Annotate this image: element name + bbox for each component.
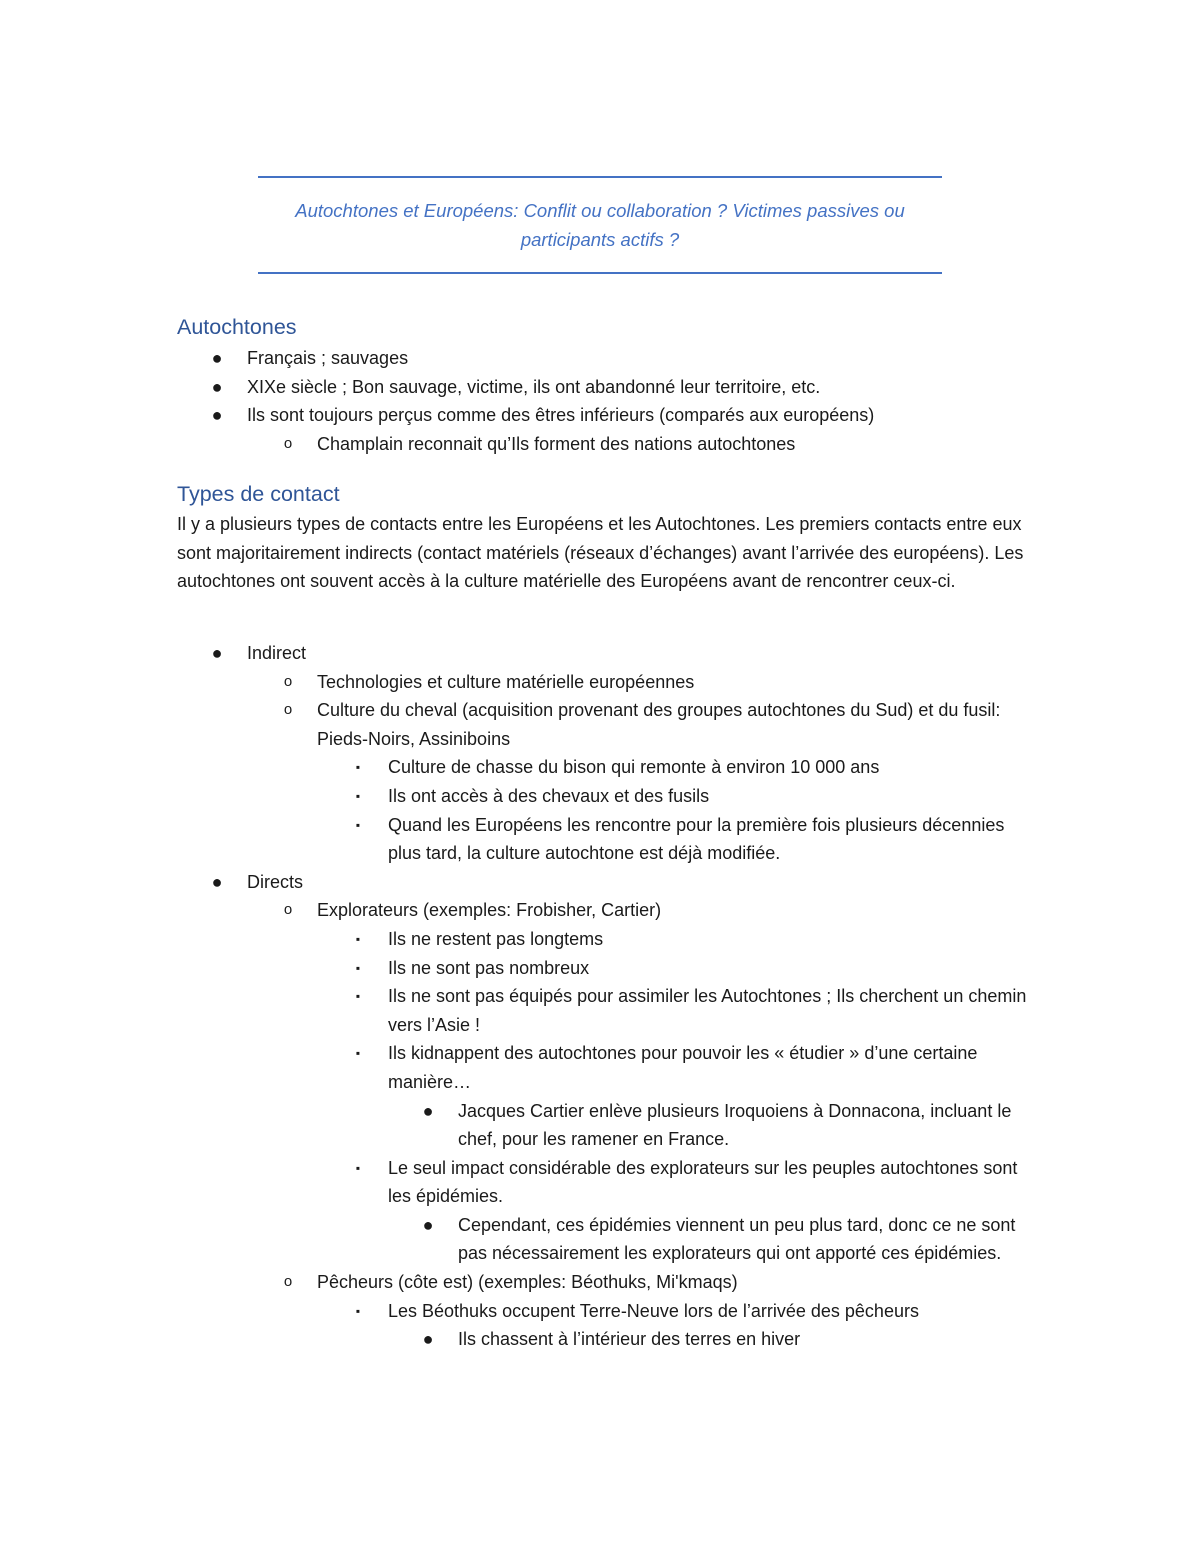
circle-bullet-icon: o <box>283 1273 293 1291</box>
list-item: ● Ils sont toujours perçus comme des êtres inférieurs (comparés aux européens) <box>0 401 1200 430</box>
heading-autochtones: Autochtones <box>177 315 297 339</box>
square-bullet-icon: ▪ <box>355 960 361 975</box>
bullet-icon: ● <box>422 1329 434 1350</box>
list-item: ● Ils chassent à l’intérieur des terres en hiver <box>0 1325 1200 1354</box>
square-bullet-icon: ▪ <box>355 931 361 946</box>
list-item: ▪ Ils ne restent pas longtems <box>0 925 1200 954</box>
list-item: o Technologies et culture matérielle européennes <box>0 668 1200 697</box>
list-item: ▪ Les Béothuks occupent Terre-Neuve lors de l’arrivée des pêcheurs <box>0 1297 1200 1326</box>
circle-bullet-icon: o <box>283 701 293 719</box>
square-bullet-icon: ▪ <box>355 1303 361 1318</box>
bullet-icon: ● <box>211 405 223 426</box>
autochtones-list <box>0 344 1200 458</box>
square-bullet-icon: ▪ <box>355 989 361 1004</box>
square-bullet-icon: ▪ <box>355 788 361 803</box>
list-item: o Pêcheurs (côte est) (exemples: Béothuks, Mi'kmaqs) <box>0 1268 1200 1297</box>
types-list <box>0 639 1200 1354</box>
document-title: Autochtones et Européens: Conflit ou collaboration ? Victimes passives ou participants actifs ? <box>295 200 905 250</box>
square-bullet-icon: ▪ <box>355 1160 361 1175</box>
circle-bullet-icon: o <box>283 672 293 690</box>
list-item: o Culture du cheval (acquisition provenant des groupes autochtones du Sud) et du fusil: Pieds-Noirs, Assiniboins <box>0 696 1200 753</box>
title-top-rule <box>258 176 942 178</box>
list-item: ● Cependant, ces épidémies viennent un peu plus tard, donc ce ne sont pas nécessairement les explorateurs qui ont apporté ces épidémies. <box>0 1211 1200 1268</box>
bullet-icon: ● <box>422 1100 434 1121</box>
list-item: o Champlain reconnait qu’Ils forment des nations autochtones <box>0 430 1200 459</box>
heading-types-de-contact: Types de contact <box>177 482 340 506</box>
circle-bullet-icon: o <box>283 901 293 919</box>
square-bullet-icon: ▪ <box>355 760 361 775</box>
bullet-icon: ● <box>211 376 223 397</box>
list-item: ● Jacques Cartier enlève plusieurs Iroquoiens à Donnacona, incluant le chef, pour les ramener en France. <box>0 1097 1200 1154</box>
list-item: ● Français ; sauvages <box>0 344 1200 373</box>
list-item: ▪ Ils ne sont pas équipés pour assimiler les Autochtones ; Ils cherchent un chemin vers l’Asie ! <box>0 982 1200 1039</box>
list-item: ▪ Culture de chasse du bison qui remonte à environ 10 000 ans <box>0 753 1200 782</box>
list-item: ▪ Le seul impact considérable des explorateurs sur les peuples autochtones sont les épidémies. <box>0 1154 1200 1211</box>
list-item: ▪ Ils ont accès à des chevaux et des fusils <box>0 782 1200 811</box>
circle-bullet-icon: o <box>283 434 293 452</box>
bullet-icon: ● <box>211 871 223 892</box>
list-item: o Explorateurs (exemples: Frobisher, Cartier) <box>0 896 1200 925</box>
title-bottom-rule <box>258 272 942 274</box>
square-bullet-icon: ▪ <box>355 817 361 832</box>
list-item: ● Indirect <box>0 639 1200 668</box>
square-bullet-icon: ▪ <box>355 1046 361 1061</box>
bullet-icon: ● <box>211 643 223 663</box>
list-item: ▪ Ils ne sont pas nombreux <box>0 954 1200 983</box>
bullet-icon: ● <box>422 1214 434 1235</box>
list-item: ● XIXe siècle ; Bon sauvage, victime, ils ont abandonné leur territoire, etc. <box>0 373 1200 402</box>
list-item: ▪ Quand les Européens les rencontre pour la première fois plusieurs décennies plus tard, la culture autochtone est déjà modifiée. <box>0 811 1200 868</box>
types-paragraph: Il y a plusieurs types de contacts entre les Européens et les Autochtones. Les premiers contacts entre eux sont majoritairement indirects (contact matériels (réseaux d’échanges) avant l’arrivée des européens). Les autochtones ont souvent accès à la culture matérielle des Européens avant de rencontrer ceux-ci. <box>177 514 1024 592</box>
bullet-icon: ● <box>211 348 223 368</box>
list-item: ● Directs <box>0 868 1200 897</box>
list-item: ▪ Ils kidnappent des autochtones pour pouvoir les « étudier » d’une certaine manière… <box>0 1039 1200 1096</box>
